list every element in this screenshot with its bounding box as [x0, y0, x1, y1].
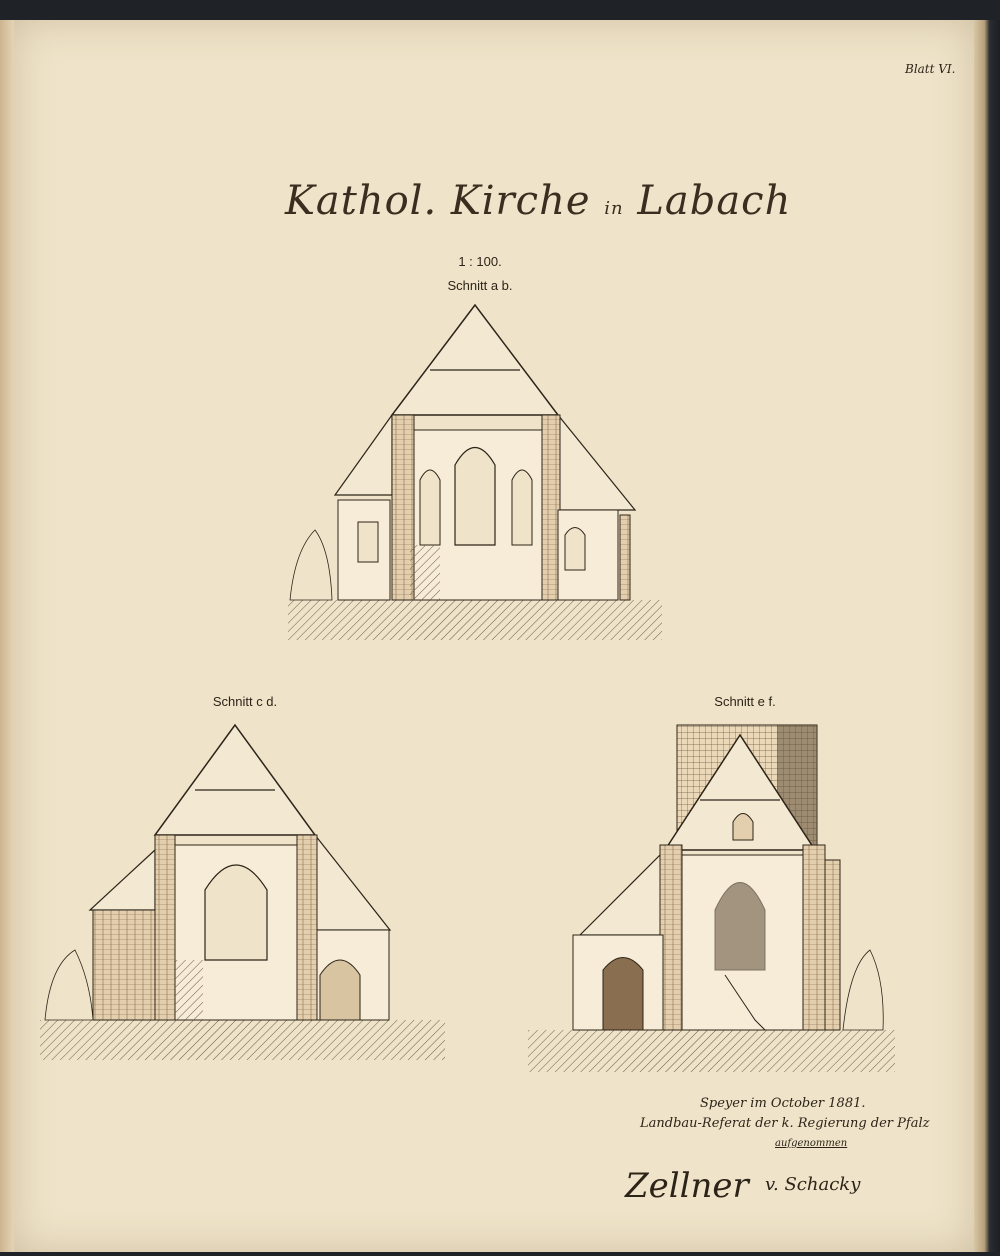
signature-zellner: Zellner: [625, 1166, 749, 1206]
drawing-title: [285, 178, 792, 224]
signature-schacky: v. Schacky: [765, 1174, 861, 1195]
section-ab-drawing: [280, 300, 670, 645]
section-ab-label: Schnitt a b.: [447, 278, 513, 293]
section-cd-label: Schnitt c d.: [212, 694, 278, 709]
book-edge: [974, 20, 1000, 1252]
section-cd-drawing: [35, 720, 450, 1065]
scale-label: 1 : 100.: [458, 254, 502, 269]
survey-note: aufgenommen: [775, 1138, 848, 1149]
title-part-labach: Labach: [637, 178, 792, 224]
title-part-kirche: Kirche: [450, 178, 591, 224]
section-ef-label: Schnitt e f.: [714, 694, 776, 709]
sheet-number: Blatt VI.: [905, 62, 956, 76]
office-label: Landbau-Referat der k. Regierung der Pfalz: [640, 1116, 930, 1131]
title-part-kathol: Kathol.: [285, 178, 438, 224]
title-part-in: in: [604, 198, 624, 219]
section-ef-drawing: [525, 720, 900, 1075]
place-date: Speyer im October 1881.: [700, 1096, 866, 1111]
